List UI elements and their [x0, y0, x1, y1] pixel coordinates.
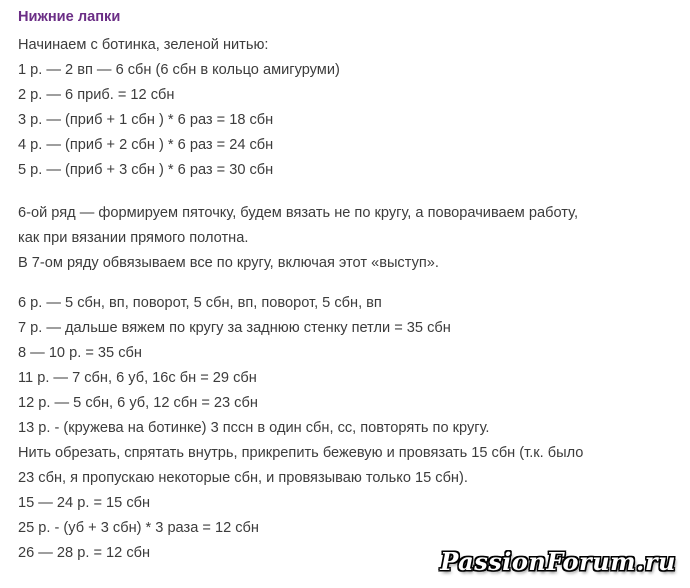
section-heading: Нижние лапки: [18, 9, 121, 25]
text-line: 3 р. — (приб + 1 сбн ) * 6 раз = 18 сбн: [18, 112, 274, 128]
text-line: 13 р. - (кружева на ботинке) 3 пссн в один сбн, сс, повторять по кругу.: [18, 420, 490, 436]
text-line: 8 — 10 р. = 35 сбн: [18, 345, 142, 361]
text-line: 23 сбн, я пропускаю некоторые сбн, и провязываю только 15 сбн).: [18, 470, 468, 486]
text-line: 26 — 28 р. = 12 сбн: [18, 545, 151, 561]
text-line: 6-ой ряд — формируем пяточку, будем вязать не по кругу, а поворачиваем работу,: [18, 205, 578, 221]
site-watermark: PassionForum.ru: [440, 547, 676, 576]
text-line: 5 р. — (приб + 3 сбн ) * 6 раз = 30 сбн: [18, 162, 274, 178]
text-line: 11 р. — 7 сбн, 6 уб, 16с бн = 29 сбн: [18, 370, 257, 386]
text-line: 1 р. — 2 вп — 6 сбн (6 сбн в кольцо амигуруми): [18, 62, 340, 78]
text-line: 2 р. — 6 приб. = 12 сбн: [18, 87, 175, 103]
text-line: 4 р. — (приб + 2 сбн ) * 6 раз = 24 сбн: [18, 137, 274, 153]
text-line: 6 р. — 5 сбн, вп, поворот, 5 сбн, вп, поворот, 5 сбн, вп: [18, 295, 382, 311]
text-line: 7 р. — дальше вяжем по кругу за заднюю стенку петли = 35 сбн: [18, 320, 451, 336]
text-line: 15 — 24 р. = 15 сбн: [18, 495, 151, 511]
text-line: как при вязании прямого полотна.: [18, 230, 249, 246]
text-line: Начинаем с ботинка, зеленой нитью:: [18, 37, 269, 53]
text-line: Нить обрезать, спрятать внутрь, прикрепить бежевую и провязать 15 сбн (т.к. было: [18, 445, 584, 461]
text-line: 25 р. - (уб + 3 сбн) * 3 раза = 12 сбн: [18, 520, 259, 536]
text-line: В 7-ом ряду обвязываем все по кругу, включая этот «выступ».: [18, 255, 439, 271]
text-line: 12 р. — 5 сбн, 6 уб, 12 сбн = 23 сбн: [18, 395, 258, 411]
